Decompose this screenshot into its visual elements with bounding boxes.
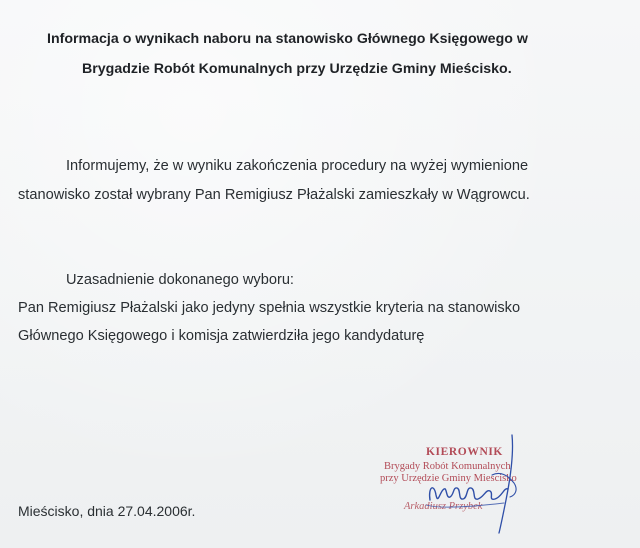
stamp-name: Arkadiusz Przybek [404,501,483,512]
justification-line-2: Głównego Księgowego i komisja zatwierdziła jego kandydaturę [18,328,425,344]
paragraph-1-line-2: stanowisko został wybrany Pan Remigiusz Płażalski zamieszkały w Wągrowcu. [18,187,530,203]
document-title-line-1: Informacja o wynikach naboru na stanowisko Głównego Księgowego w [47,31,528,47]
stamp-line-2: przy Urzędzie Gminy Mieścisko [380,473,517,484]
stamp-title: KIEROWNIK [426,446,503,458]
handwritten-signature [400,425,540,535]
justification-heading: Uzasadnienie dokonanego wyboru: [66,272,294,288]
document-title-line-2: Brygadzie Robót Komunalnych przy Urzędzie Gminy Mieścisko. [82,61,512,77]
place-and-date: Mieścisko, dnia 27.04.2006r. [18,503,196,519]
paragraph-1-line-1: Informujemy, że w wyniku zakończenia procedury na wyżej wymienione [66,158,529,174]
justification-line-1: Pan Remigiusz Płażalski jako jedyny spełnia wszystkie kryteria na stanowisko [18,300,521,316]
stamp-line-1: Brygady Robót Komunalnych [384,461,511,472]
